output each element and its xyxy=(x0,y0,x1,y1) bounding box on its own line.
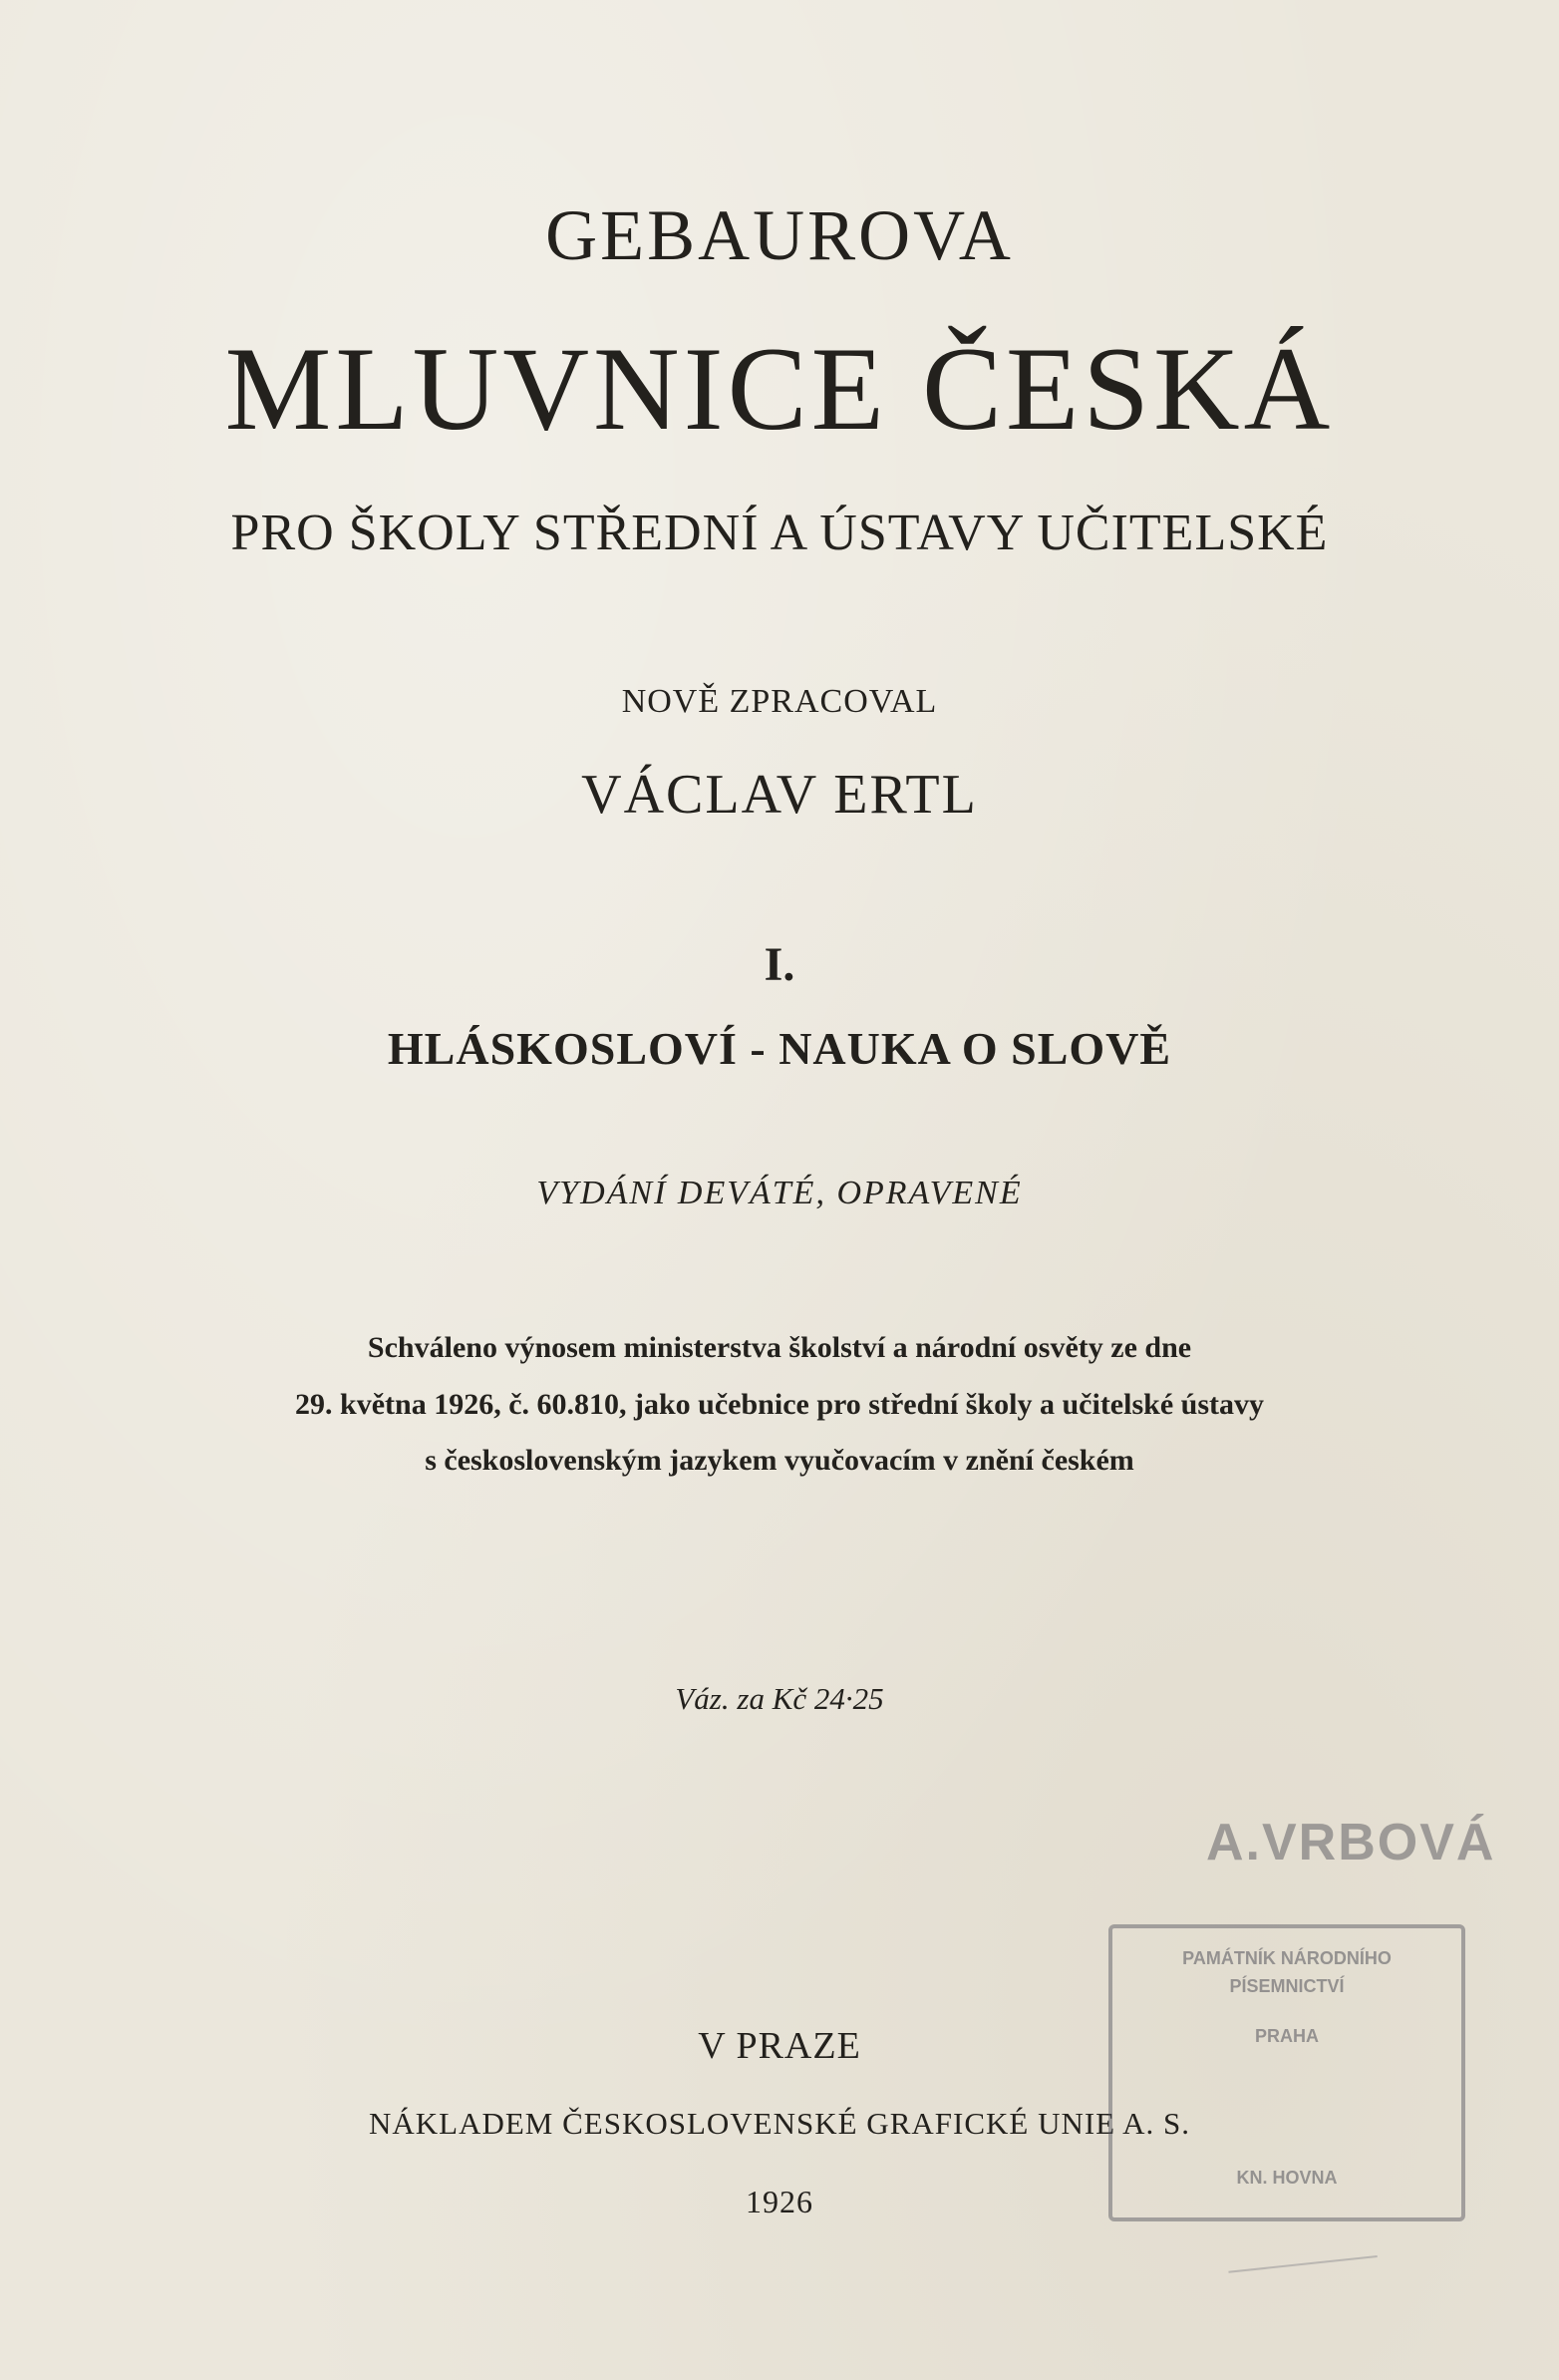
pencil-mark xyxy=(1224,2215,1378,2272)
series-name: GEBAUROVA xyxy=(545,195,1014,275)
stamp-text: PAMÁTNÍK NÁRODNÍHO xyxy=(1182,1948,1392,1968)
stamp-text: PÍSEMNICTVÍ xyxy=(1229,1976,1345,1996)
library-stamp xyxy=(1108,1924,1465,2221)
publication-city: V PRAZE xyxy=(698,2025,861,2067)
price-label: Váz. za Kč 24·25 xyxy=(675,1681,884,1716)
volume-title: HLÁSKOSLOVÍ - NAUKA O SLOVĚ xyxy=(387,1023,1172,1074)
book-subtitle: PRO ŠKOLY STŘEDNÍ A ÚSTAVY UČITELSKÉ xyxy=(230,505,1329,561)
publication-year: 1926 xyxy=(746,2184,813,2219)
edition-statement: VYDÁNÍ DEVÁTÉ, OPRAVENÉ xyxy=(536,1175,1023,1211)
stamp-text: PRAHA xyxy=(1254,2026,1319,2046)
owner-stamp: A.VRBOVÁ xyxy=(1206,1814,1496,1871)
approval-line: 29. května 1926, č. 60.810, jako učebnice pro střední školy a učitelské ústavy xyxy=(295,1388,1264,1421)
approval-line: s československým jazykem vyučovacím v znění českém xyxy=(425,1444,1134,1477)
approval-line: Schváleno výnosem ministerstva školství a národní osvěty ze dne xyxy=(367,1331,1192,1364)
stamp-text: KN. HOVNA xyxy=(1236,2168,1338,2188)
author-name: VÁCLAV ERTL xyxy=(581,764,978,826)
publisher-name: NÁKLADEM ČESKOSLOVENSKÉ GRAFICKÉ UNIE A. S. xyxy=(368,2106,1191,2141)
edited-by-label: NOVĚ ZPRACOVAL xyxy=(621,683,938,720)
volume-number: I. xyxy=(764,938,795,991)
book-title: MLUVNICE ČESKÁ xyxy=(224,322,1335,455)
